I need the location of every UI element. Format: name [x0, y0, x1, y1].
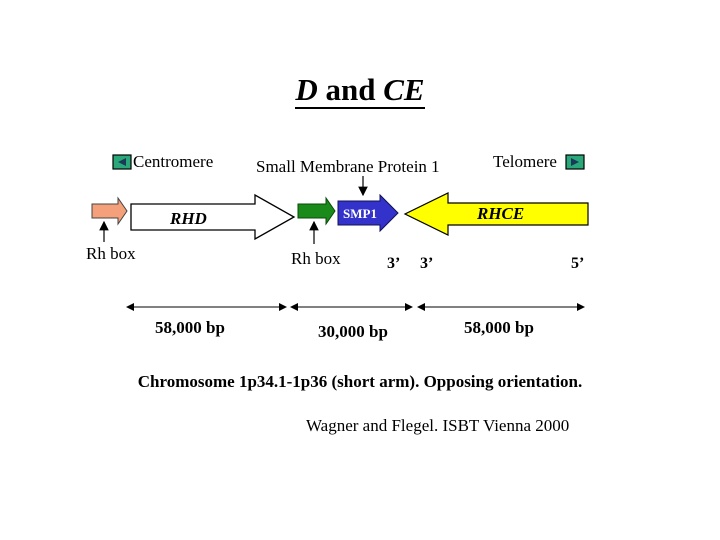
span-label-3: 58,000 bp: [464, 318, 534, 337]
centromere-label: Centromere: [133, 152, 214, 171]
title-and: and: [317, 72, 384, 107]
rh-box-left-arrow: [92, 198, 127, 224]
caption: Chromosome 1p34.1-1p36 (short arm). Opposing orientation.: [137, 372, 583, 391]
title-d: D: [295, 72, 318, 107]
telomere-marker-icon: [566, 155, 584, 169]
smp1-label: SMP1: [343, 206, 377, 221]
telomere-label: Telomere: [493, 152, 557, 171]
five-prime-label: 5’: [571, 255, 585, 272]
smp-label: Small Membrane Protein 1: [256, 157, 440, 176]
three-prime-label-a: 3’: [387, 255, 401, 272]
title-ce: CE: [383, 72, 425, 107]
rhd-gene-arrow: [131, 195, 294, 239]
centromere-marker-icon: [113, 155, 131, 169]
citation: Wagner and Flegel. ISBT Vienna 2000: [306, 416, 570, 435]
rhce-label: RHCE: [477, 204, 525, 223]
rh-box-left-label: Rh box: [86, 244, 136, 263]
rh-box-mid-label: Rh box: [291, 249, 341, 268]
span-label-2: 30,000 bp: [318, 322, 388, 341]
rh-box-mid-arrow: [298, 198, 335, 224]
rhd-label: RHD: [170, 209, 207, 228]
span-label-1: 58,000 bp: [155, 318, 225, 337]
three-prime-label-b: 3’: [420, 255, 434, 272]
